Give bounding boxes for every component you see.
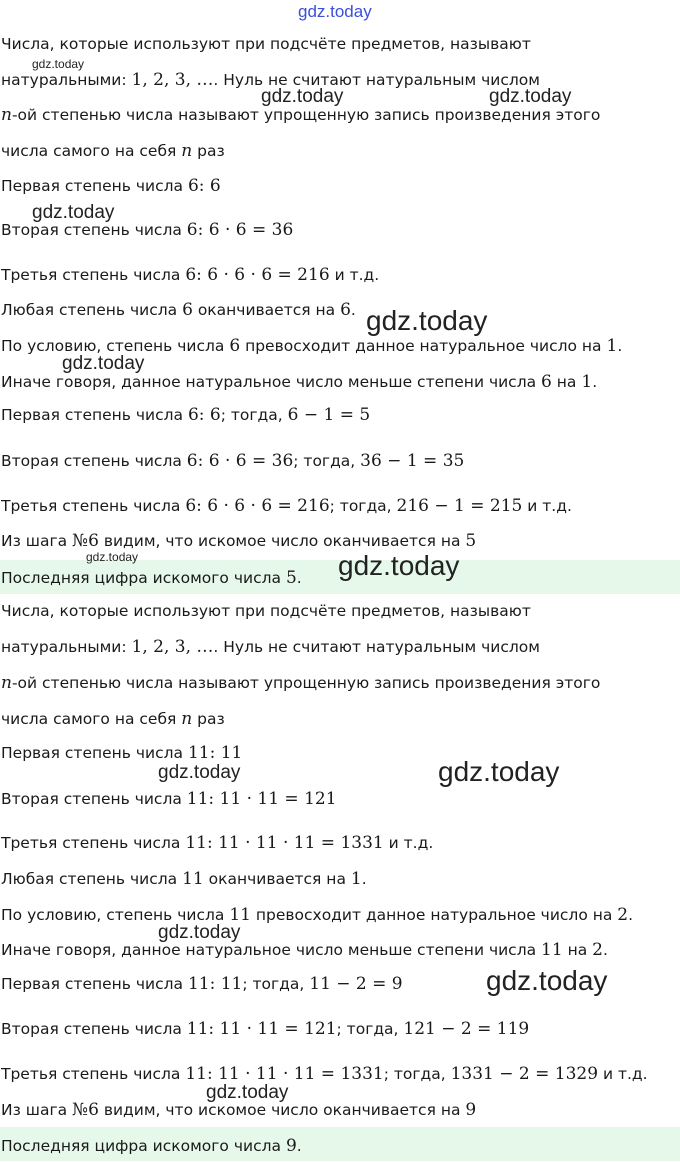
text-segment: Из шага xyxy=(1,532,73,550)
math-expression: №6 xyxy=(72,531,99,551)
text-line xyxy=(1,939,608,961)
text-segment: . xyxy=(350,301,356,319)
text-segment: оканчивается на xyxy=(203,870,351,888)
text-line xyxy=(1,636,540,658)
math-expression: 11: 11 · 11 · 11 = 1331 xyxy=(185,1064,384,1084)
math-expression: 6 xyxy=(340,300,351,320)
text-segment: числа самого на себя xyxy=(1,710,182,728)
text-segment: . Нуль не считают натуральным числом xyxy=(213,71,540,89)
text-line xyxy=(1,450,464,472)
text-line xyxy=(1,973,403,995)
text-segment: Из шага xyxy=(1,1101,73,1119)
watermark: gdz.today xyxy=(489,86,572,107)
text-segment: Третья степень числа xyxy=(1,834,186,852)
text-segment: и т.д. xyxy=(383,834,434,852)
math-expression: 1331 − 2 = 1329 xyxy=(450,1064,599,1084)
text-segment: -ой степенью числа называют упрощенную запись произведения этого xyxy=(11,674,601,692)
text-segment: Первая степень числа xyxy=(1,406,188,424)
math-expression: n xyxy=(181,709,193,729)
math-expression: 11 xyxy=(541,940,563,960)
text-segment: превосходит данное натуральное число на xyxy=(250,906,618,924)
text-segment: Числа, которые используют при подсчёте предметов, называют xyxy=(1,602,531,620)
math-expression: 2 xyxy=(617,905,629,925)
text-segment: на xyxy=(562,941,593,959)
text-line xyxy=(1,404,370,426)
math-expression: 6: 6 xyxy=(187,405,221,425)
math-expression: 6 xyxy=(541,372,552,392)
watermark: gdz.today xyxy=(298,2,372,21)
watermark: gdz.today xyxy=(158,922,241,943)
text-segment: Любая степень числа xyxy=(1,301,183,319)
watermark: gdz.today xyxy=(206,1082,289,1103)
math-expression: 6: 6 · 6 · 6 = 216 xyxy=(185,265,330,285)
watermark: gdz.today xyxy=(338,550,460,581)
text-segment: натуральными: xyxy=(1,638,132,656)
math-expression: n xyxy=(181,141,193,161)
text-segment: Вторая степень числа xyxy=(1,452,187,470)
text-line xyxy=(1,1018,529,1040)
math-expression: 6 xyxy=(182,300,193,320)
text-segment: Вторая степень числа xyxy=(1,221,187,239)
math-expression: 2 xyxy=(592,940,603,960)
text-segment: Иначе говоря, данное натуральное число меньше степени числа xyxy=(1,941,542,959)
text-line xyxy=(1,1063,648,1085)
text-segment: ; тогда, xyxy=(329,497,397,515)
text-segment: Числа, которые используют при подсчёте предметов, называют xyxy=(1,35,531,53)
text-segment: . xyxy=(628,906,634,924)
text-segment: Третья степень числа xyxy=(1,266,186,284)
text-line xyxy=(1,140,225,162)
math-expression: 11: 11 xyxy=(187,743,243,763)
watermark: gdz.today xyxy=(32,202,115,223)
text-segment: раз xyxy=(192,142,225,160)
text-line xyxy=(1,832,433,854)
text-segment: видим, что искомое число оканчивается на xyxy=(98,532,466,550)
text-segment: раз xyxy=(192,710,225,728)
text-line xyxy=(1,530,476,552)
text-segment: Последняя цифра искомого числа xyxy=(1,1137,286,1155)
text-line xyxy=(1,868,367,890)
text-line xyxy=(1,33,531,55)
watermark: gdz.today xyxy=(158,762,241,783)
text-segment: Вторая степень числа xyxy=(1,1020,187,1038)
math-expression: 1 xyxy=(350,869,362,889)
text-segment: ; тогда, xyxy=(293,452,361,470)
text-segment: на xyxy=(551,373,582,391)
math-expression: 36 − 1 = 35 xyxy=(360,451,465,471)
math-expression: n xyxy=(1,673,12,693)
text-line xyxy=(1,600,531,622)
text-segment: . Нуль не считают натуральным числом xyxy=(213,638,540,656)
math-expression: 6: 6 · 6 · 6 = 216 xyxy=(185,496,330,516)
text-segment: ; тогда, xyxy=(383,1065,451,1083)
text-segment: -ой степенью числа называют упрощенную запись произведения этого xyxy=(11,106,601,124)
watermark: gdz.today xyxy=(62,353,145,374)
text-line xyxy=(1,299,356,321)
text-line xyxy=(1,175,221,197)
text-segment: Третья степень числа xyxy=(1,497,186,515)
watermark: gdz.today xyxy=(366,305,488,336)
text-segment: Первая степень числа xyxy=(1,177,188,195)
text-segment: оканчивается на xyxy=(192,301,341,319)
text-segment: . xyxy=(603,941,608,959)
text-line xyxy=(1,904,633,926)
text-segment: Первая степень числа xyxy=(1,975,188,993)
text-segment: Последняя цифра искомого числа xyxy=(1,569,286,587)
math-expression: n xyxy=(1,105,12,125)
math-expression: 11 − 2 = 9 xyxy=(309,974,403,994)
text-segment: видим, что искомое число оканчивается на xyxy=(98,1101,466,1119)
math-expression: 5 xyxy=(465,531,477,551)
text-line xyxy=(1,567,302,589)
text-segment: ; тогда, xyxy=(336,1020,404,1038)
text-line xyxy=(1,742,242,764)
math-expression: №6 xyxy=(72,1100,99,1120)
text-segment: и т.д. xyxy=(598,1065,648,1083)
text-segment: Иначе говоря, данное натуральное число меньше степени числа xyxy=(1,373,542,391)
text-segment: Любая степень числа xyxy=(1,870,183,888)
text-segment: Третья степень числа xyxy=(1,1065,186,1083)
math-expression: 121 − 2 = 119 xyxy=(403,1019,530,1039)
math-expression: 9 xyxy=(285,1136,297,1156)
text-segment: . xyxy=(361,870,367,888)
text-segment: Первая степень числа xyxy=(1,744,188,762)
text-line xyxy=(1,1135,302,1157)
math-expression: 216 − 1 = 215 xyxy=(396,496,523,516)
text-segment: числа самого на себя xyxy=(1,142,182,160)
text-segment: и т.д. xyxy=(329,266,380,284)
watermark: gdz.today xyxy=(438,756,560,787)
math-expression: 11: 11 · 11 = 121 xyxy=(186,789,337,809)
math-expression: 1 xyxy=(606,336,618,356)
text-segment: ; тогда, xyxy=(220,406,288,424)
math-expression: 1 xyxy=(581,372,593,392)
watermark: gdz.today xyxy=(486,965,608,996)
watermark: gdz.today xyxy=(261,86,344,107)
text-segment: По условию, степень числа xyxy=(1,906,230,924)
math-expression: 11: 11 · 11 · 11 = 1331 xyxy=(185,833,384,853)
text-segment: ; тогда, xyxy=(242,975,310,993)
text-segment: Вторая степень числа xyxy=(1,790,187,808)
text-segment: . xyxy=(617,337,623,355)
math-expression: 11: 11 xyxy=(187,974,243,994)
math-expression: 1, 2, 3, … xyxy=(131,70,214,90)
math-expression: 11 xyxy=(182,869,204,889)
watermark: gdz.today xyxy=(32,57,85,71)
math-expression: 6 xyxy=(229,336,241,356)
math-expression: 11: 11 · 11 = 121 xyxy=(186,1019,337,1039)
text-segment: . xyxy=(296,1137,302,1155)
text-segment: натуральными: xyxy=(1,71,132,89)
text-line xyxy=(1,788,337,810)
text-segment: . xyxy=(592,373,598,391)
math-expression: 6: 6 xyxy=(187,176,221,196)
text-segment: и т.д. xyxy=(522,497,572,515)
watermark: gdz.today xyxy=(86,550,139,564)
text-segment: превосходит данное натуральное число на xyxy=(240,337,607,355)
text-segment: По условию, степень числа xyxy=(1,337,230,355)
math-expression: 9 xyxy=(465,1100,477,1120)
text-line xyxy=(1,708,225,730)
math-expression: 11 xyxy=(229,905,251,925)
math-expression: 6: 6 · 6 = 36 xyxy=(186,451,294,471)
text-line xyxy=(1,264,379,286)
text-line xyxy=(1,495,572,517)
math-expression: 6 − 1 = 5 xyxy=(287,405,371,425)
math-expression: 5 xyxy=(285,568,297,588)
text-segment: . xyxy=(296,569,302,587)
math-expression: 1, 2, 3, … xyxy=(131,637,214,657)
text-line xyxy=(1,672,600,694)
math-expression: 6: 6 · 6 = 36 xyxy=(186,220,294,240)
